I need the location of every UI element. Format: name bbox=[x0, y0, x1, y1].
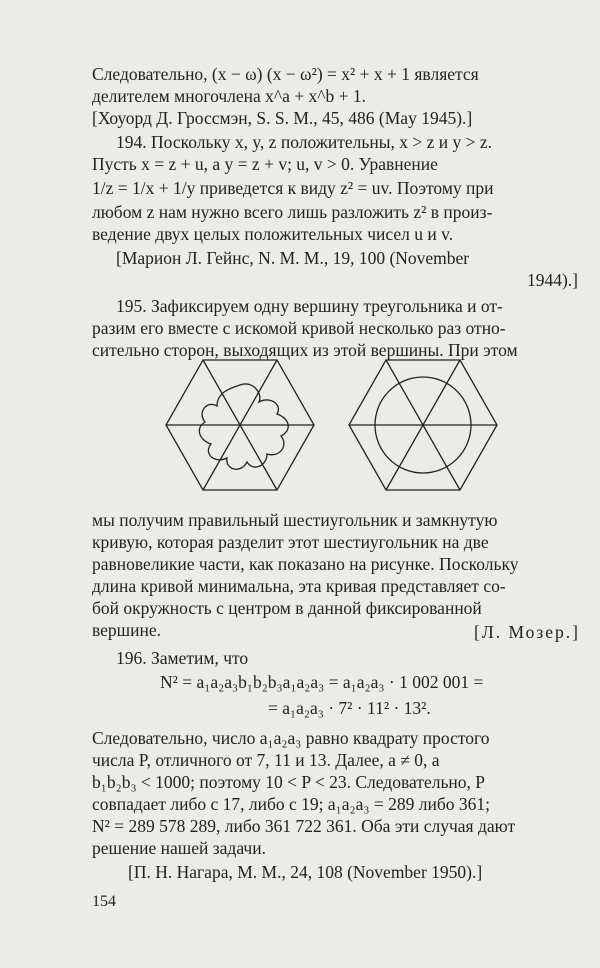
text-line-26: b₁b₂b₃ < 1000; поэтому 10 < P < 23. Следовательно, P bbox=[92, 772, 486, 792]
text-line-24: Следовательно, число a₁a₂a₃ равно квадрату простого bbox=[92, 728, 490, 748]
text-line-1: Следовательно, (x − ω) (x − ω²) = x² + x + 1 является bbox=[92, 64, 479, 84]
reference-nagara: [П. Н. Нагара, M. M., 24, 108 (November 1950).] bbox=[128, 862, 483, 882]
text-line-7: любом z нам нужно всего лишь разложить z² в произ- bbox=[92, 202, 493, 222]
text-line-19: вершине. bbox=[92, 620, 162, 640]
problem-196-start: 196. Заметим, что bbox=[116, 648, 249, 668]
hexagon-circle-figure bbox=[348, 358, 498, 493]
problem-195-start: 195. Зафиксируем одну вершину треугольника и от- bbox=[116, 296, 503, 316]
reference-gaines-2: 1944).] bbox=[526, 270, 578, 290]
hexagon-wavy-curve-figure bbox=[165, 358, 315, 493]
reference-moser: [Л. Мозер.] bbox=[474, 622, 580, 642]
text-line-16: равновеликие части, как показано на рисунке. Поскольку bbox=[92, 554, 519, 574]
problem-194-start: 194. Поскольку x, y, z положительны, x > z и y > z. bbox=[116, 132, 492, 152]
text-line-8: ведение двух целых положительных чисел u и v. bbox=[92, 224, 454, 244]
text-line-28: N² = 289 578 289, либо 361 722 361. Оба эти случая дают bbox=[92, 816, 516, 836]
formula-line-2: = a₁a₂a₃ · 7² · 11² · 13². bbox=[268, 698, 431, 718]
text-line-13: сительно сторон, выходящих из этой вершины. При этом bbox=[92, 340, 518, 360]
formula-line-1: N² = a₁a₂a₃b₁b₂b₃a₁a₂a₃ = a₁a₂a₃ · 1 002 001 = bbox=[160, 672, 484, 692]
text-line-27: совпадает либо с 17, либо с 19; a₁a₂a₃ = 289 либо 361; bbox=[92, 794, 490, 814]
text-line-25: числа P, отличного от 7, 11 и 13. Далее, a ≠ 0, а bbox=[92, 750, 440, 770]
text-line-15: кривую, которая разделит этот шестиугольник на две bbox=[92, 532, 489, 552]
equation-line: 1/z = 1/x + 1/y приведется к виду z² = uv. Поэтому при bbox=[92, 178, 494, 198]
page-number: 154 bbox=[92, 893, 116, 910]
text-line-5: Пусть x = z + u, а y = z + v; u, v > 0. Уравнение bbox=[92, 154, 438, 174]
reference-grossman: [Хоуорд Д. Гроссмэн, S. S. M., 45, 486 (May 1945).] bbox=[92, 108, 473, 128]
reference-gaines-1: [Марион Л. Гейнс, N. M. M., 19, 100 (November bbox=[116, 248, 470, 268]
text-line-29: решение нашей задачи. bbox=[92, 838, 266, 858]
text-line-12: разим его вместе с искомой кривой несколько раз отно- bbox=[92, 318, 506, 338]
text-line-2: делителем многочлена x^a + x^b + 1. bbox=[92, 86, 366, 106]
text-line-14: мы получим правильный шестиугольник и замкнутую bbox=[92, 510, 498, 530]
text-line-17: длина кривой минимальна, эта кривая представляет со- bbox=[92, 576, 506, 596]
text-line-18: бой окружность с центром в данной фиксированной bbox=[92, 598, 482, 618]
